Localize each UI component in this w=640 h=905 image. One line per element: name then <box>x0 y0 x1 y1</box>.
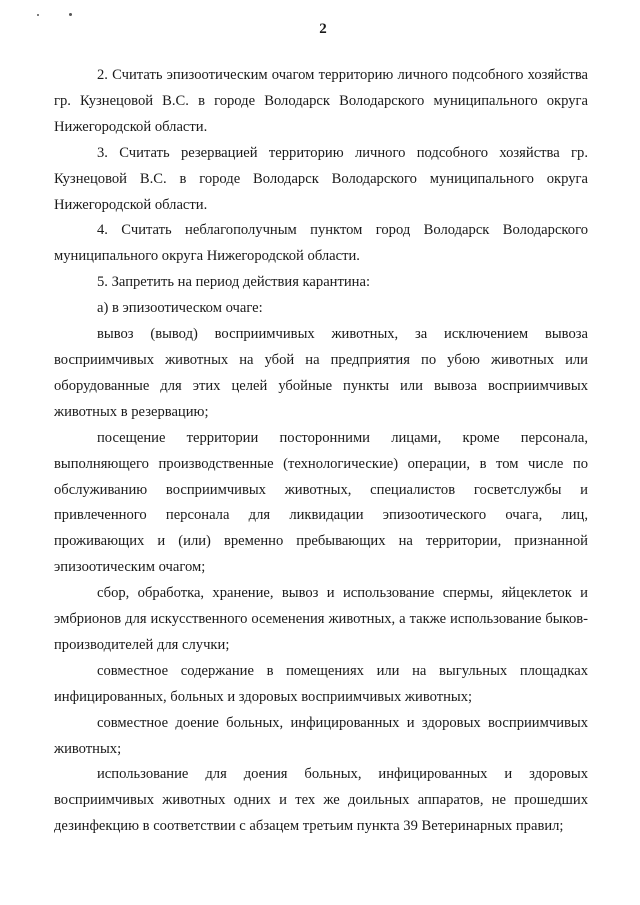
prohibition-removal: вывоз (вывод) восприимчивых животных, за исключением вывоза восприимчивых животных на убой на предприятия по убою животных или оборудованные для этих целей убойные пункты или вывоза восприимчивых животных в резервацию; <box>54 326 588 420</box>
prohibition-visits: посещение территории посторонними лицами, кроме персонала, выполняющего производственные (технологические) операции, в том числе по обслуживанию восприимчивых животных, специалистов госветслужбы и привлеченного персонала для ликвидации эпизоотического очага, лиц, проживающих и (или) временно пребывающих на территории, признанной эпизоотическим очагом; <box>54 429 588 576</box>
paragraph-item-4: 4. Считать неблагополучным пунктом город Володарск Володарского муниципального округа Нижегородской области. <box>54 222 588 265</box>
scan-speck <box>69 13 72 16</box>
prohibition-joint-milking: совместное доение больных, инфицированных и здоровых восприимчивых животных; <box>54 714 588 757</box>
prohibition-semen: сбор, обработка, хранение, вывоз и использование спермы, яйцеклеток и эмбрионов для искусственного осеменения животных, а также использование быков-производителей для случки; <box>54 585 588 653</box>
prohibition-joint-keeping: совместное содержание в помещениях или на выгульных площадках инфицированных, больных и здоровых восприимчивых животных; <box>54 662 588 705</box>
scan-speck <box>37 14 39 16</box>
prohibition-milking-equipment: использование для доения больных, инфицированных и здоровых восприимчивых животных одних и тех же доильных аппаратов, не прошедших дезинфекцию в соответствии с абзацем третьим пункта 39 Ветеринарных правил; <box>54 766 588 835</box>
paragraph-item-5: 5. Запретить на период действия карантина: <box>97 274 371 291</box>
subparagraph-a: а) в эпизоотическом очаге: <box>97 300 263 317</box>
page-number: 2 <box>319 21 327 37</box>
paragraph-item-3: 3. Считать резервацией территорию личного подсобного хозяйства гр. Кузнецовой В.С. в городе Володарск Володарского муниципального округа Нижегородской области. <box>54 144 588 213</box>
document-body <box>54 63 588 840</box>
paragraph-item-2: 2. Считать эпизоотическим очагом территорию личного подсобного хозяйства гр. Кузнецовой В.С. в городе Володарск Володарского муниципального округа Нижегородской области. <box>54 67 588 135</box>
